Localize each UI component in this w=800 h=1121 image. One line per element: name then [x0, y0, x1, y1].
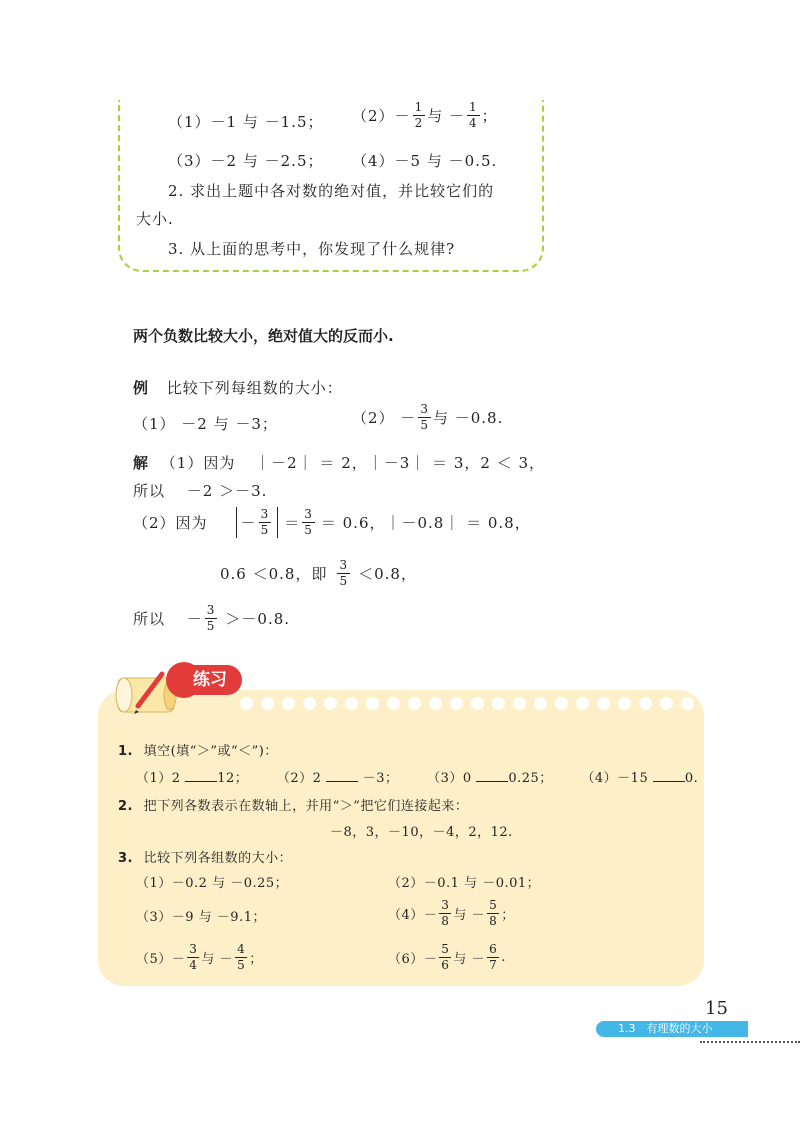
q-number: 3. — [118, 851, 133, 866]
practice-q2-values: －8，3，－10，－4，2，12. — [330, 825, 513, 840]
q-text: －2 与 －2.5； — [210, 152, 324, 170]
fraction — [439, 942, 451, 973]
q-text: 把下列各数表示在数轴上，并用“＞”把它们连接起来： — [143, 799, 469, 814]
denominator: 5 — [304, 523, 313, 537]
fraction — [205, 603, 218, 634]
numerator: 3 — [420, 402, 429, 416]
practice-q3-2: （2）－0.1 与 －0.01； — [388, 876, 541, 891]
sol-text: 0.6 ＜0.8，即 — [220, 565, 328, 583]
minus: － — [240, 514, 257, 532]
practice-q1 — [118, 740, 278, 759]
denominator: 6 — [441, 958, 450, 972]
solution-label: 解 — [133, 454, 150, 472]
q-number: 2. — [118, 799, 133, 814]
fraction — [487, 942, 499, 973]
denominator: 4 — [189, 958, 198, 972]
q-end: . — [501, 950, 506, 965]
example-p1: （1） －2 与 －3； — [133, 415, 278, 433]
numerator: 4 — [237, 942, 246, 956]
denominator: 5 — [237, 958, 246, 972]
q-label: （4）－ — [388, 908, 438, 923]
practice-q3-1: （1）－0.2 与 －0.25； — [136, 876, 289, 891]
numerator: 3 — [441, 898, 450, 912]
q-text: 与 － — [201, 952, 234, 967]
sol-text: ＝ 0.6，｜－0.8｜ ＝ 0.8， — [320, 514, 531, 532]
q-label: （4） — [352, 152, 395, 170]
footer-dots — [700, 1041, 800, 1043]
absolute-value — [236, 507, 279, 538]
q-text: 填空(填“＞”或“＜”)： — [143, 744, 278, 759]
practice-dots — [100, 697, 800, 711]
q-end: ； — [501, 908, 515, 923]
denominator: 4 — [468, 116, 478, 130]
practice-q2 — [118, 795, 468, 814]
denominator: 7 — [489, 958, 498, 972]
practice-q1-blanks — [136, 767, 698, 786]
solution-line1 — [133, 452, 545, 473]
blank-input[interactable] — [476, 781, 508, 782]
solution-line4 — [220, 558, 417, 589]
p-label: （2） － — [352, 409, 417, 427]
fraction — [418, 402, 431, 433]
p-text: 与 －0.8. — [432, 409, 504, 427]
numerator: 1 — [468, 100, 478, 114]
q-label: （3） — [168, 152, 211, 170]
numerator: 3 — [260, 507, 270, 521]
think-item2-line1: 2. 求出上题中各对数的绝对值，并比较它们的 — [168, 182, 495, 200]
q-text: 与 － — [427, 107, 465, 125]
practice-q3-3: （3）－9 与 －9.1； — [136, 910, 266, 925]
denominator: 8 — [441, 914, 450, 928]
numerator: 5 — [489, 898, 498, 912]
fraction — [235, 942, 247, 973]
numerator: 3 — [206, 603, 216, 617]
fraction — [259, 507, 272, 538]
example-label: 例 — [133, 379, 150, 397]
example-p2 — [352, 402, 503, 433]
think-q3 — [168, 150, 323, 171]
sol-text: （2）因为 — [133, 514, 208, 532]
q-end: ； — [249, 952, 263, 967]
blank-label: （4）－15 — [581, 771, 649, 786]
fraction — [487, 898, 499, 929]
blank-rhs: 0.25； — [508, 771, 553, 786]
q-end: ； — [481, 107, 498, 125]
page-number: 15 — [705, 998, 728, 1019]
q-label: （1） — [168, 113, 211, 131]
example-title: 比较下列每组数的大小： — [166, 379, 343, 397]
think-item2-line2: 大小. — [136, 210, 174, 228]
fraction — [302, 507, 315, 538]
q-label: （6）－ — [388, 952, 438, 967]
fraction — [413, 100, 426, 131]
fraction — [467, 100, 480, 131]
numerator: 6 — [489, 942, 498, 956]
q-label: （2） — [352, 107, 395, 125]
q-text: 与 － — [453, 952, 486, 967]
sol-text: ＜0.8， — [358, 565, 417, 583]
blank-input[interactable] — [326, 781, 358, 782]
blank-label: （1）2 — [136, 771, 181, 786]
think-item3: 3. 从上面的思考中，你发现了什么规律? — [168, 240, 456, 258]
blank-rhs: 0. — [684, 771, 699, 786]
q-text: －1 与 －1.5； — [210, 113, 324, 131]
blank-input[interactable] — [185, 781, 217, 782]
sol-text: ｜－2｜ ＝ 2，｜－3｜ ＝ 3，2 ＜ 3， — [255, 454, 545, 472]
practice-q3 — [118, 847, 292, 866]
numerator: 1 — [414, 100, 424, 114]
think-q4 — [352, 150, 497, 171]
denominator: 5 — [260, 523, 270, 537]
numerator: 3 — [304, 507, 313, 521]
blank-rhs: －3； — [362, 771, 399, 786]
equals: ＝ — [284, 514, 301, 532]
numerator: 3 — [189, 942, 198, 956]
blank-input[interactable] — [653, 781, 685, 782]
denominator: 5 — [339, 574, 349, 588]
numerator: 5 — [441, 942, 450, 956]
minus: － — [394, 107, 411, 125]
sol-text: （1）因为 — [160, 454, 236, 472]
sol-text: ＞－0.8. — [225, 610, 291, 628]
practice-q3-5 — [136, 942, 263, 973]
q-text: －5 与 －0.5. — [394, 152, 498, 170]
rule-statement: 两个负数比较大小，绝对值大的反而小. — [133, 327, 394, 345]
example-heading — [133, 377, 343, 398]
section-label: 1.3 有理数的大小 — [596, 1021, 748, 1037]
solution-line3 — [133, 507, 531, 538]
practice-q3-6 — [388, 942, 506, 973]
blank-label: （3）0 — [427, 771, 472, 786]
q-label: （5）－ — [136, 952, 186, 967]
q-text: 与 － — [453, 908, 486, 923]
think-q1 — [168, 111, 323, 132]
q-text: 比较下列各组数的大小： — [143, 851, 293, 866]
solution-line2: 所以 －2 ＞－3. — [133, 482, 268, 500]
denominator: 5 — [420, 418, 429, 432]
fraction — [439, 898, 451, 929]
fraction — [337, 558, 350, 589]
blank-label: （2）2 — [276, 771, 322, 786]
blank-rhs: 12； — [217, 771, 249, 786]
practice-q3-4 — [388, 898, 515, 929]
solution-line5 — [133, 603, 290, 634]
denominator: 5 — [206, 619, 216, 633]
fraction — [187, 942, 199, 973]
denominator: 8 — [489, 914, 498, 928]
sol-text: 所以 － — [133, 610, 203, 628]
numerator: 3 — [339, 558, 349, 572]
practice-badge: 练习 — [178, 665, 242, 695]
q-number: 1. — [118, 744, 133, 759]
denominator: 2 — [414, 116, 424, 130]
think-q2 — [352, 100, 498, 131]
